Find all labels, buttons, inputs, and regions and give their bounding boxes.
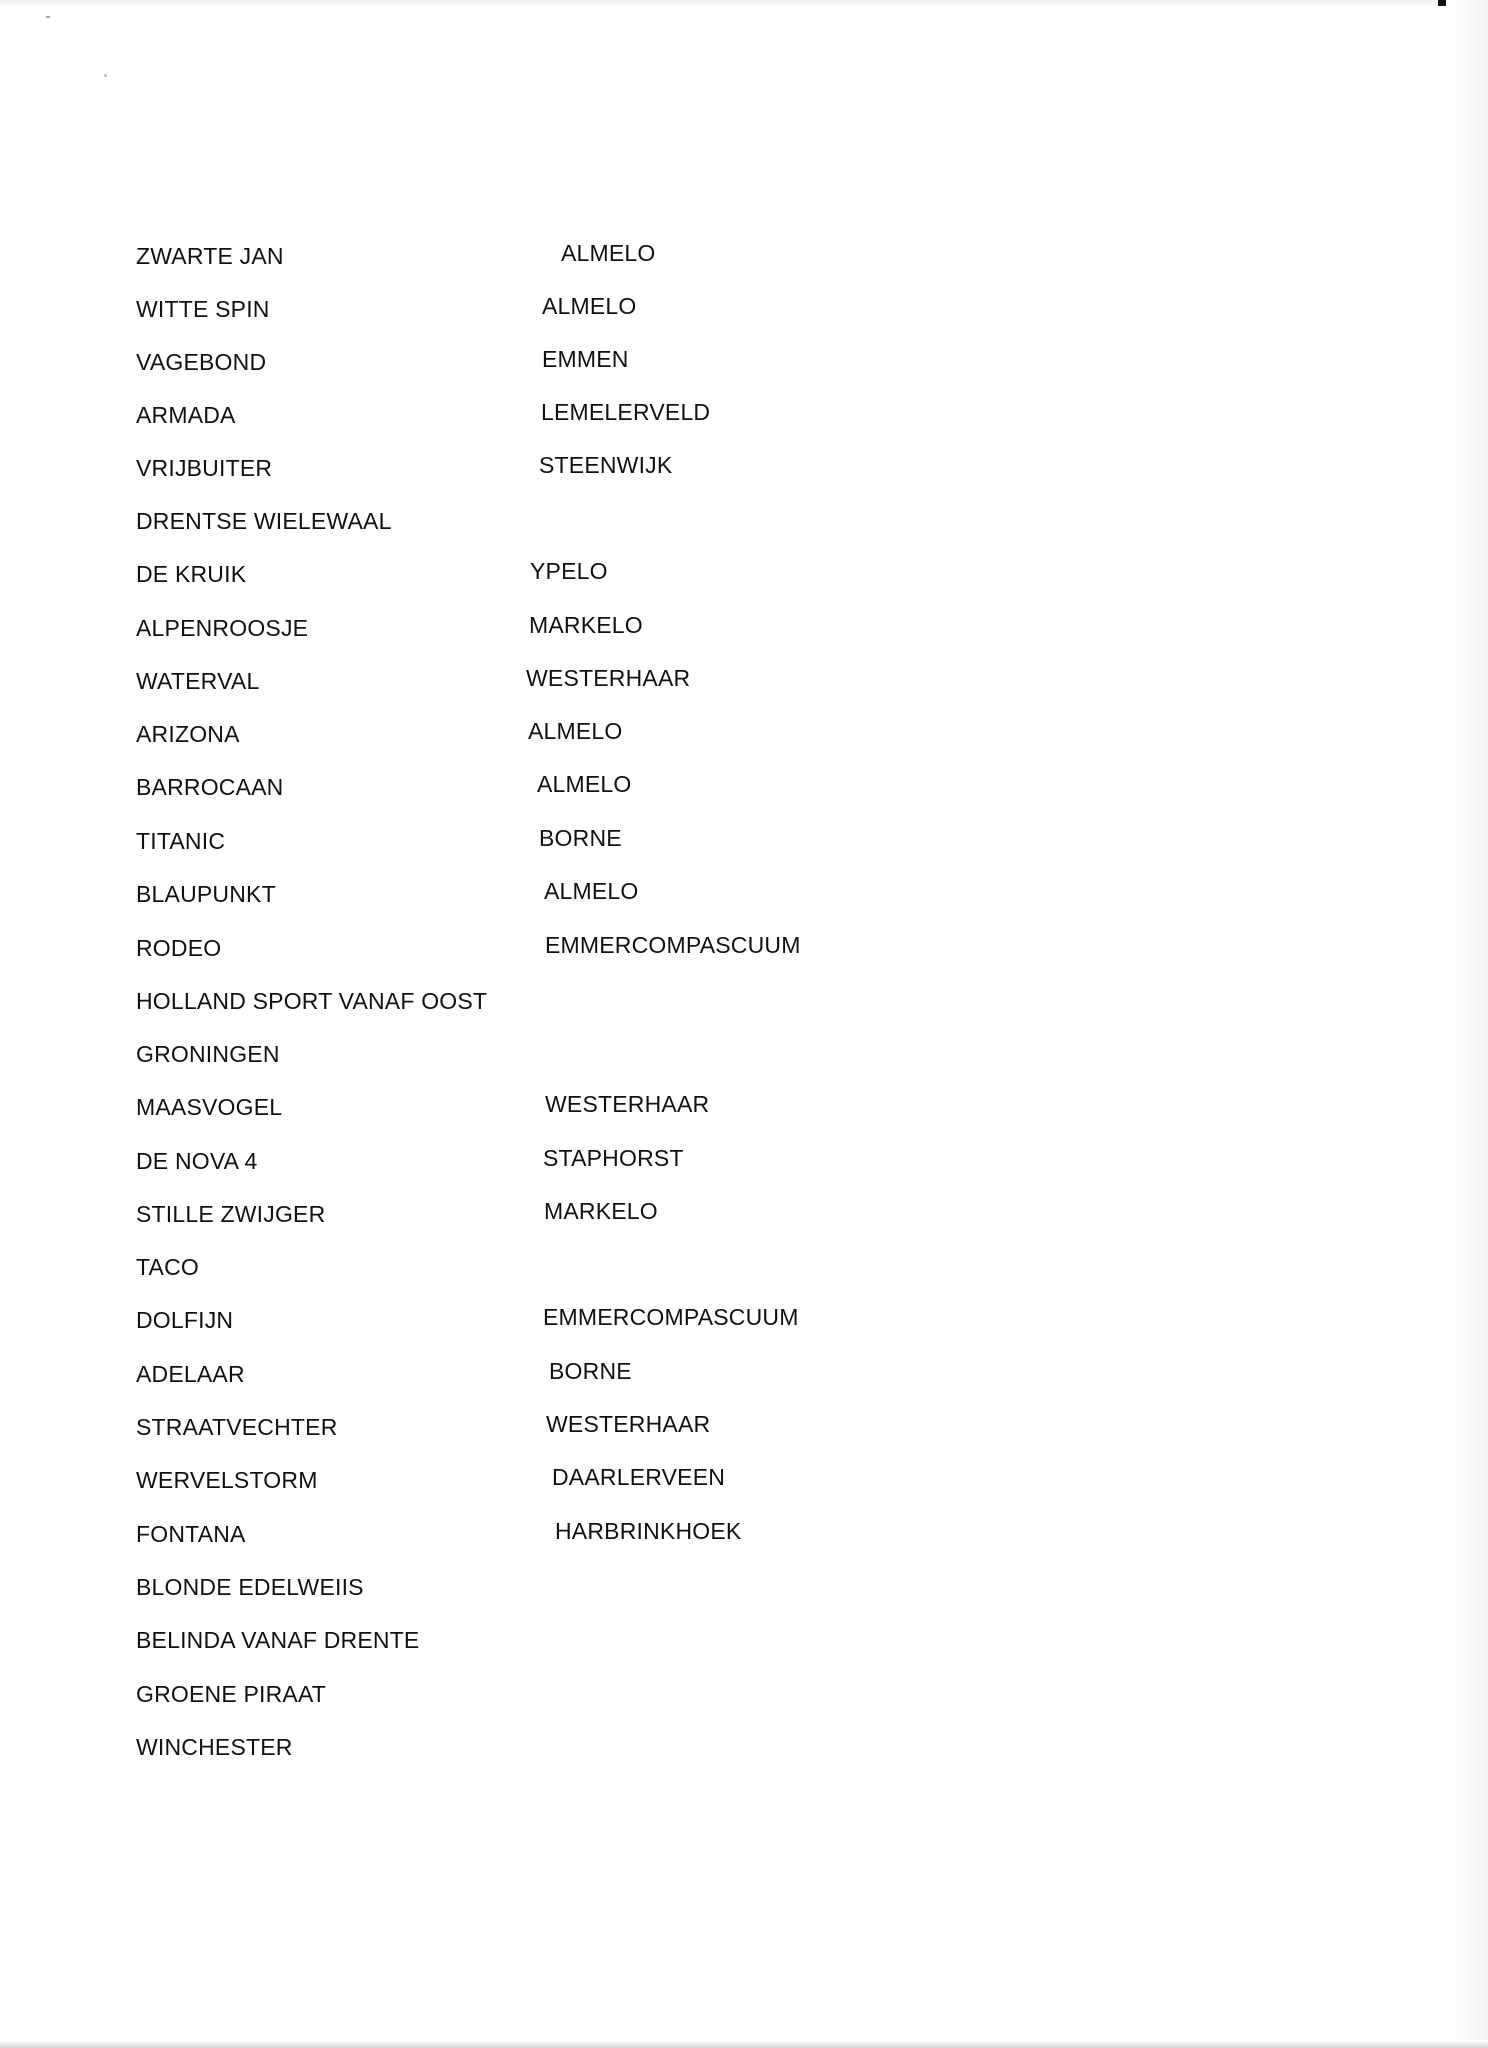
entry-name: WATERVAL xyxy=(136,668,260,694)
entry-name: DOLFIJN xyxy=(136,1307,234,1333)
list-row xyxy=(0,1041,1000,1081)
entry-name: BLONDE EDELWEIIS xyxy=(136,1574,364,1600)
list-row xyxy=(0,1198,1000,1241)
entry-name: MAASVOGEL xyxy=(136,1094,283,1120)
list-row xyxy=(0,988,1000,1028)
list-row xyxy=(0,1464,1000,1507)
list-row xyxy=(0,1091,1000,1134)
entry-name: DE NOVA 4 xyxy=(136,1148,258,1174)
entry-name: BARROCAAN xyxy=(136,774,284,800)
entry-place: YPELO xyxy=(530,558,608,584)
list-row xyxy=(0,1681,1000,1721)
entry-name: ADELAAR xyxy=(136,1361,245,1387)
entry-place: BORNE xyxy=(549,1358,632,1384)
entry-name: STRAATVECHTER xyxy=(136,1414,338,1440)
entry-name: TACO xyxy=(136,1254,199,1280)
entry-place: EMMERCOMPASCUUM xyxy=(543,1304,799,1330)
list-row xyxy=(0,718,1000,761)
list-row xyxy=(0,1734,1000,1774)
entry-name: ARIZONA xyxy=(136,721,240,747)
list-row xyxy=(0,665,1000,708)
list-row xyxy=(0,1254,1000,1294)
list-row xyxy=(0,452,1000,495)
entry-name: ARMADA xyxy=(136,402,236,428)
entry-name: DE KRUIK xyxy=(136,561,247,587)
entry-place: WESTERHAAR xyxy=(526,665,691,691)
entry-place: LEMELERVELD xyxy=(541,399,711,425)
entry-name: STILLE ZWIJGER xyxy=(136,1201,326,1227)
entry-place: ALMELO xyxy=(528,718,623,744)
entry-place: ALMELO xyxy=(537,771,632,797)
entry-name: GRONINGEN xyxy=(136,1041,280,1067)
list-row xyxy=(0,612,1000,655)
entry-place: HARBRINKHOEK xyxy=(555,1518,742,1544)
entry-name: BELINDA VANAF DRENTE xyxy=(136,1627,420,1653)
entry-place: DAARLERVEEN xyxy=(552,1464,726,1490)
list-row xyxy=(0,1358,1000,1401)
entry-place: MARKELO xyxy=(529,612,643,638)
list-row xyxy=(0,932,1000,975)
list-row xyxy=(0,1518,1000,1561)
entry-name: ZWARTE JAN xyxy=(136,243,284,269)
list-row xyxy=(0,1627,1000,1667)
entry-place: WESTERHAAR xyxy=(545,1091,710,1117)
list-row xyxy=(0,293,1000,336)
entry-name: TITANIC xyxy=(136,828,226,854)
list-row xyxy=(0,771,1000,814)
list-row xyxy=(0,346,1000,389)
entry-place: ALMELO xyxy=(542,293,637,319)
entry-name: RODEO xyxy=(136,935,222,961)
entry-place: BORNE xyxy=(539,825,622,851)
entry-place: MARKELO xyxy=(544,1198,658,1224)
entry-place: EMMERCOMPASCUUM xyxy=(545,932,801,958)
entry-name: GROENE PIRAAT xyxy=(136,1681,327,1707)
entry-name: FONTANA xyxy=(136,1521,246,1547)
entry-place: STAPHORST xyxy=(543,1145,684,1171)
list-row xyxy=(0,1574,1000,1614)
entry-name: WERVELSTORM xyxy=(136,1467,318,1493)
list-row xyxy=(0,1304,1000,1347)
entry-name: ALPENROOSJE xyxy=(136,615,309,641)
list-row xyxy=(0,825,1000,868)
entry-name: VAGEBOND xyxy=(136,349,267,375)
entry-name: VRIJBUITER xyxy=(136,455,273,481)
list-row xyxy=(0,240,1000,283)
entry-place: ALMELO xyxy=(561,240,656,266)
entry-place: EMMEN xyxy=(542,346,629,372)
list-row xyxy=(0,878,1000,921)
entry-place: WESTERHAAR xyxy=(546,1411,711,1437)
entry-name: WITTE SPIN xyxy=(136,296,270,322)
list-row xyxy=(0,399,1000,442)
list-row xyxy=(0,558,1000,601)
entry-place: STEENWIJK xyxy=(539,452,673,478)
list-row xyxy=(0,1145,1000,1188)
entry-name: WINCHESTER xyxy=(136,1734,293,1760)
entry-name: HOLLAND SPORT VANAF OOST xyxy=(136,988,488,1014)
entry-place: ALMELO xyxy=(544,878,639,904)
entry-name: DRENTSE WIELEWAAL xyxy=(136,508,392,534)
list-row xyxy=(0,508,1000,548)
entry-name: BLAUPUNKT xyxy=(136,881,276,907)
list-row xyxy=(0,1411,1000,1454)
